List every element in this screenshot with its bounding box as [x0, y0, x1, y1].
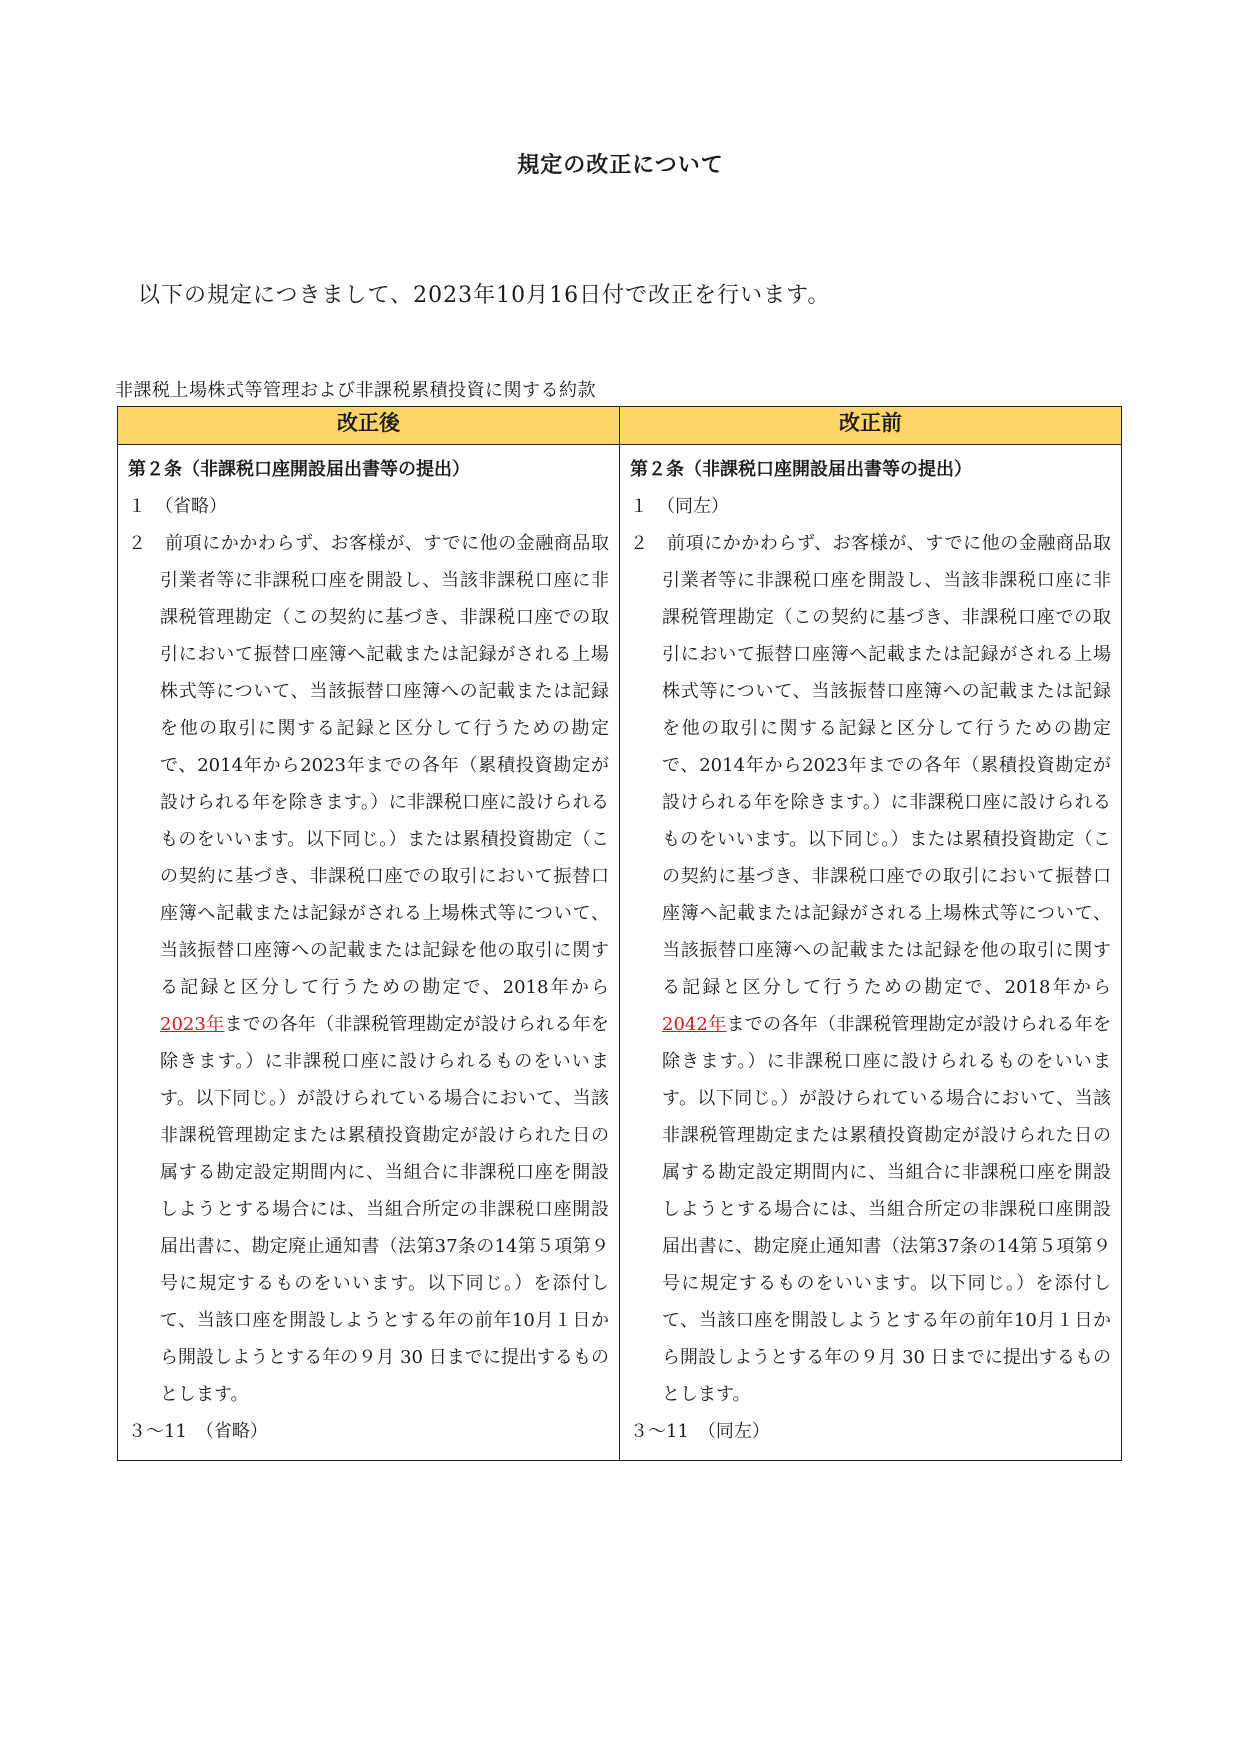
item2-before [630, 525, 1111, 1413]
table-row [118, 445, 1122, 1461]
item1-before: １ （同左） [630, 496, 729, 517]
article-heading-before: 第２条（非課税口座開設届出書等の提出） [630, 459, 972, 480]
item2-after-text-1: ２ 前項にかかわらず、お客様が、すでに他の金融商品取引業者等に非課税口座を開設し、当該非課税口座に非課税管理勘定（この契約に基づき、非課税口座での取引において振替口座簿へ記載または記録がされる上場株式等について、当該振替口座簿への記載または記録を他の取引に関する記録と区分して行うための勘定で、2014年から2023年までの各年（累積投資勘定が設けられる年を除きます。）に非課税口座に設けられるものをいいます。以下同じ。）または累積投資勘定（この契約に基づき、非課税口座での取引において振替口座簿へ記載または記録がされる上場株式等について、当該振替口座簿への記載または記録を他の取引に関する記録と区分して行うための勘定で、2018年から [128, 533, 609, 998]
item2-after-text-2: までの各年（非課税管理勘定が設けられる年を除きます。）に非課税口座に設けられるものをいいます。以下同じ。）が設けられている場合において、当該非課税管理勘定または累積投資勘定が設けられた日の属する勘定設定期間内に、当組合に非課税口座を開設しようとする場合には、当組合所定の非課税口座開設届出書に、勘定廃止通知書（法第37条の14第５項第９号に規定するものをいいます。以下同じ。）を添付して、当該口座を開設しようとする年の前年10月１日から開設しようとする年の９月 30 日までに提出するものとします。 [160, 1014, 610, 1405]
changed-year-before: 2042年 [662, 1014, 727, 1035]
item3-11-before: ３～11 （同左） [630, 1421, 770, 1442]
table-caption: 非課税上場株式等管理および非課税累積投資に関する約款 [115, 380, 596, 401]
item2-before-text-2: までの各年（非課税管理勘定が設けられる年を除きます。）に非課税口座に設けられるものをいいます。以下同じ。）が設けられている場合において、当該非課税管理勘定または累積投資勘定が設けられた日の属する勘定設定期間内に、当組合に非課税口座を開設しようとする場合には、当組合所定の非課税口座開設届出書に、勘定廃止通知書（法第37条の14第５項第９号に規定するものをいいます。以下同じ。）を添付して、当該口座を開設しようとする年の前年10月１日から開設しようとする年の９月 30 日までに提出するものとします。 [662, 1014, 1112, 1405]
article-heading-after: 第２条（非課税口座開設届出書等の提出） [128, 459, 470, 480]
item2-before-text-1: ２ 前項にかかわらず、お客様が、すでに他の金融商品取引業者等に非課税口座を開設し、当該非課税口座に非課税管理勘定（この契約に基づき、非課税口座での取引において振替口座簿へ記載または記録がされる上場株式等について、当該振替口座簿への記載または記録を他の取引に関する記録と区分して行うための勘定で、2014年から2023年までの各年（累積投資勘定が設けられる年を除きます。）に非課税口座に設けられるものをいいます。以下同じ。）または累積投資勘定（この契約に基づき、非課税口座での取引において振替口座簿へ記載または記録がされる上場株式等について、当該振替口座簿への記載または記録を他の取引に関する記録と区分して行うための勘定で、2018年から [630, 533, 1111, 998]
cell-after [118, 445, 620, 1461]
page-title: 規定の改正について [517, 153, 724, 178]
intro-text: 以下の規定につきまして、2023年10月16日付で改正を行います。 [138, 283, 831, 308]
header-after: 改正後 [118, 407, 620, 445]
item1-after: １ （省略） [128, 496, 227, 517]
cell-before [620, 445, 1122, 1461]
changed-year-after: 2023年 [160, 1014, 225, 1035]
header-before: 改正前 [620, 407, 1122, 445]
table-header-row [118, 407, 1122, 445]
revision-table [117, 406, 1122, 1461]
item2-after [128, 525, 609, 1413]
item3-11-after: ３～11 （省略） [128, 1421, 268, 1442]
